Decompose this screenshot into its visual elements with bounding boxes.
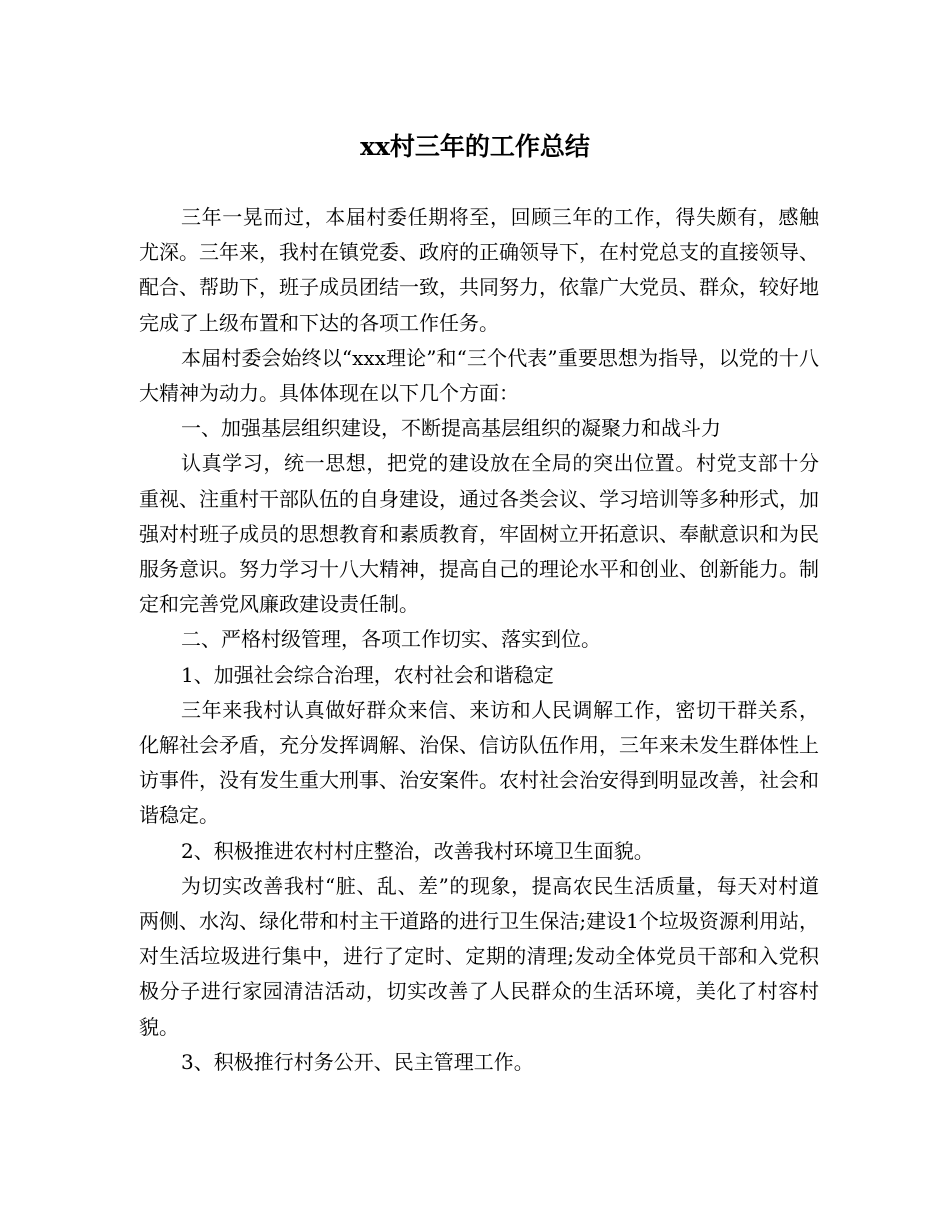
paragraph-guiding-thought: 本届村委会始终以“xxx理论”和“三个代表”重要思想为指导，以党的十八大精神为动力。具体体现在以下几个方面： — [139, 345, 819, 406]
section-heading-2: 二、严格村级管理，各项工作切实、落实到位。 — [181, 627, 601, 652]
document-title: xx村三年的工作总结 — [360, 132, 590, 161]
paragraph-social-governance: 三年来我村认真做好群众来信、来访和人民调解工作，密切干群关系，化解社会矛盾，充分发挥调解、治保、信访队伍作用，三年来未发生群体性上访事件，没有发生重大刑事、治安案件。农村社会治安得到明显改善，社会和谐稳定。 — [139, 697, 819, 828]
subheading-2: 2、积极推进农村村庄整治，改善我村环境卫生面貌。 — [181, 838, 654, 863]
paragraph-party-building: 认真学习，统一思想，把党的建设放在全局的突出位置。村党支部十分重视、注重村干部队伍的自身建设，通过各类会议、学习培训等多种形式，加强对村班子成员的思想教育和素质教育，牢固树立开拓意识、奉献意识和为民服务意识。努力学习十八大精神，提高自己的理论水平和创业、创新能力。制定和完善党风廉政建设责任制。 — [139, 451, 819, 617]
paragraph-village-environment: 为切实改善我村“脏、乱、差”的现象，提高农民生活质量，每天对村道两侧、水沟、绿化带和村主干道路的进行卫生保洁;建设1个垃圾资源利用站，对生活垃圾进行集中，进行了定时、定期的清理;发动全体党员干部和入党积极分子进行家园清洁活动，切实改善了人民群众的生活环境，美化了村容村貌。 — [139, 873, 819, 1039]
document-body — [139, 200, 819, 1080]
section-heading-1: 一、加强基层组织建设，不断提高基层组织的凝聚力和战斗力 — [181, 416, 721, 441]
subheading-1: 1、加强社会综合治理，农村社会和谐稳定 — [181, 662, 554, 687]
subheading-3: 3、积极推行村务公开、民主管理工作。 — [181, 1049, 534, 1074]
paragraph-intro: 三年一晃而过，本届村委任期将至，回顾三年的工作，得失颇有，感触尤深。三年来，我村在镇党委、政府的正确领导下，在村党总支的直接领导、配合、帮助下，班子成员团结一致，共同努力，依靠广大党员、群众，较好地完成了上级布置和下达的各项工作任务。 — [139, 205, 819, 335]
